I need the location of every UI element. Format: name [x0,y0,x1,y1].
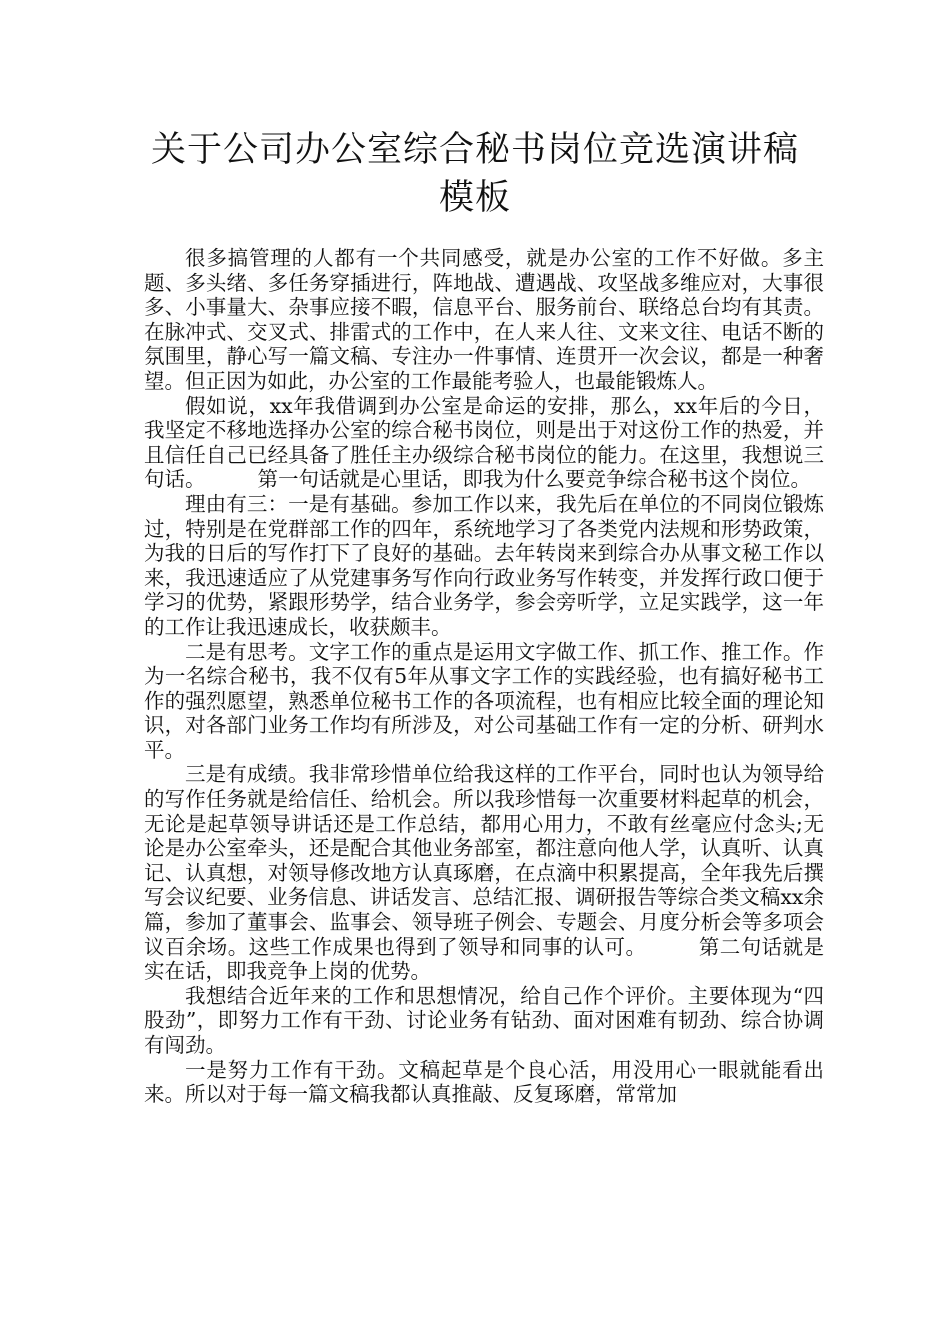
document-title [145,126,805,222]
paragraph: 理由有三：一是有基础。参加工作以来，我先后在单位的不同岗位锻炼过，特别是在党群部工作的四年，系统地学习了各类党内法规和形势政策，为我的日后的写作打下了良好的基础。去年转岗来到综合办从事文秘工作以来，我迅速适应了从党建事务写作向行政业务写作转变，并发挥行政口便于学习的优势，紧跟形势学，结合业务学，参会旁听学，立足实践学，这一年的工作让我迅速成长，收获颇丰。 [144,491,824,639]
paragraph: 很多搞管理的人都有一个共同感受，就是办公室的工作不好做。多主题、多头绪、多任务穿插进行，阵地战、遭遇战、攻坚战多维应对，大事很多、小事量大、杂事应接不暇，信息平台、服务前台、联络总台均有其责。在脉冲式、交叉式、排雷式的工作中，在人来人往、文来文往、电话不断的氛围里，静心写一篇文稿、专注办一件事情、连贯开一次会议，都是一种奢望。但正因为如此，办公室的工作最能考验人，也最能锻炼人。 [144,246,824,393]
paragraph-text: 三是有成绩。我非常珍惜单位给我这样的工作平台，同时也认为领导给的写作任务就是给信任、给机会。所以我珍惜每一次重要材料起草的机会，无论是起草领导讲话还是工作总结，都用心用力，不敢有丝毫应付念头;无论是办公室牵头，还是配合其他业务部室，都注意向他人学，认真听、认真记、认真想，对领导修改地方认真琢磨，在点滴中积累提高，全年我先后撰写会议纪要、业务信息、讲话发言、总结汇报、调研报告等综合类文稿xx余篇，参加了董事会、监事会、领导班子例会、专题会、月度分析会等多项会议百余场。这些工作成果也得到了领导和同事的认可。 [144,762,824,959]
paragraph [144,394,824,492]
paragraph: 二是有思考。文字工作的重点是运用文字做工作、抓工作、推工作。作为一名综合秘书，我不仅有5年从事文字工作的实践经验，也有搞好秘书工作的强烈愿望，熟悉单位秘书工作的各项流程，也有相应比较全面的理论知识，对各部门业务工作均有所涉及，对公司基础工作有一定的分析、研判水平。 [144,639,824,762]
document-body [144,246,824,1107]
paragraph-text: 第一句话就是心里话，即我为什么要竞争综合秘书这个岗位。 [257,467,811,492]
paragraph: 我想结合近年来的工作和思想情况，给自己作个评价。主要体现为“四股劲”，即努力工作有干劲、讨论业务有钻劲、面对困难有韧劲、综合协调有闯劲。 [144,983,824,1057]
paragraph [144,762,824,983]
paragraph-text: 假如说，xx年我借调到办公室是命运的安排，那么，xx年后的今日，我坚定不移地选择办公室的综合秘书岗位，则是出于对这份工作的热爱，并且信任自己已经具备了胜任主办级综合秘书岗位的能力。在这里，我想说三句话。 [144,393,824,492]
title-line-2: 模板 [438,178,511,218]
paragraph: 一是努力工作有干劲。文稿起草是个良心活，用没用心一眼就能看出来。所以对于每一篇文稿我都认真推敲、反复琢磨，常常加 [144,1057,824,1107]
paragraph-text: 第二句话就是实在话，即我竞争上岗的优势。 [144,934,825,984]
title-line-1: 关于公司办公室综合秘书岗位竞选演讲稿 [150,130,799,170]
